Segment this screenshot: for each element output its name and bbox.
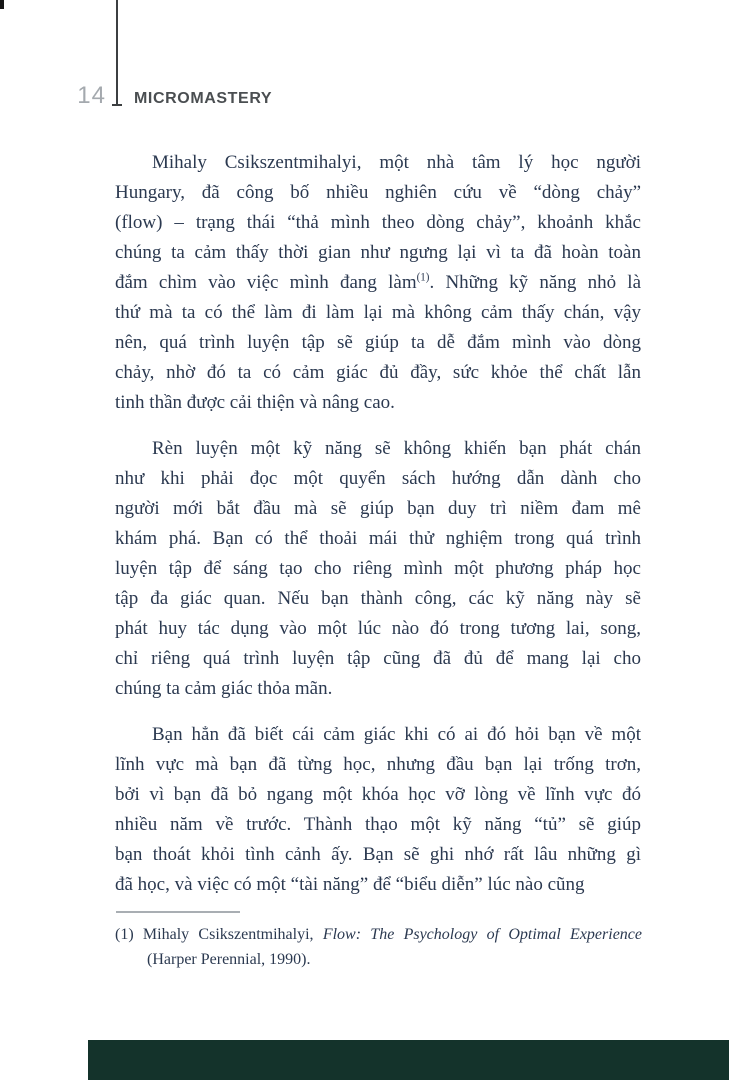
text-line: tập đa giác quan. Nếu bạn thành công, các kỹ năng này sẽ [115, 588, 641, 609]
text-line: (1) Mihaly Csikszentmihalyi, Flow: The Psychology of Optimal Experience [115, 926, 643, 943]
text-line: chúng ta cảm thấy thời gian như ngưng lại vì ta đã hoàn toàn [115, 242, 641, 263]
text-line: thứ mà ta có thể làm đi làm lại mà không cảm thấy chán, vậy [115, 302, 641, 323]
text-line: phát huy tác dụng vào một lúc nào đó trong tương lai, song, [115, 618, 641, 639]
text-line: (flow) – trạng thái “thả mình theo dòng chảy”, khoảnh khắc [115, 212, 641, 233]
text-line: Hungary, đã công bố nhiều nghiên cứu về “dòng chảy” [115, 182, 641, 203]
text-line: Bạn hẳn đã biết cái cảm giác khi có ai đó hỏi bạn về một [152, 724, 641, 745]
page-number: 14 [77, 82, 106, 109]
text-line: khám phá. Bạn có thể thoải mái thử nghiệm trong quá trình [115, 528, 641, 549]
text-line: nên, quá trình luyện tập sẽ giúp ta dễ đắm mình vào dòng [115, 332, 641, 353]
paragraph [115, 720, 641, 900]
paragraph [115, 148, 641, 418]
text-line: bạn thoát khỏi tình cảnh ấy. Bạn sẽ ghi nhớ rất lâu những gì [115, 844, 641, 865]
text-line: Mihaly Csikszentmihalyi, một nhà tâm lý học người [152, 152, 641, 173]
scan-corner-artifact [0, 0, 4, 9]
text-line: đã học, và việc có một “tài năng” để “biểu diễn” lúc nào cũng [115, 874, 585, 895]
footnote [115, 922, 642, 972]
running-header-book-title: MICROMASTERY [134, 90, 273, 107]
text-line: chảy, nhờ đó ta có cảm giác đủ đầy, sức khỏe thể chất lẫn [115, 362, 641, 383]
paragraph [115, 434, 641, 704]
text-line: như khi phải đọc một quyển sách hướng dẫn dành cho [115, 468, 641, 489]
text-line: chúng ta cảm giác thỏa mãn. [115, 678, 333, 699]
text-line: lĩnh vực mà bạn đã từng học, nhưng đầu bạn lại trống trơn, [115, 754, 641, 775]
footer-color-band [88, 1040, 729, 1080]
text-line: chỉ riêng quá trình luyện tập cũng đã đủ để mang lại cho [115, 648, 641, 669]
text-line: người mới bắt đầu mà sẽ giúp bạn duy trì niềm đam mê [115, 498, 641, 519]
header-divider-line [116, 0, 118, 106]
text-line: đắm chìm vào việc mình đang làm$^{(1)}$. Những kỹ năng nhỏ là [115, 271, 641, 293]
text-line: nhiều năm về trước. Thành thạo một kỹ năng “tủ” sẽ giúp [115, 814, 641, 835]
text-line: Rèn luyện một kỹ năng sẽ không khiến bạn phát chán [152, 438, 641, 459]
text-line: tinh thần được cải thiện và nâng cao. [115, 392, 395, 413]
text-line: luyện tập để sáng tạo cho riêng mình một phương pháp học [115, 558, 641, 579]
footnote-separator-rule [116, 911, 240, 913]
text-line: bởi vì bạn đã bỏ ngang một khóa học vỡ lòng về lĩnh vực đó [115, 784, 641, 805]
body-text [115, 148, 641, 900]
text-line: (Harper Perennial, 1990). [147, 951, 311, 968]
